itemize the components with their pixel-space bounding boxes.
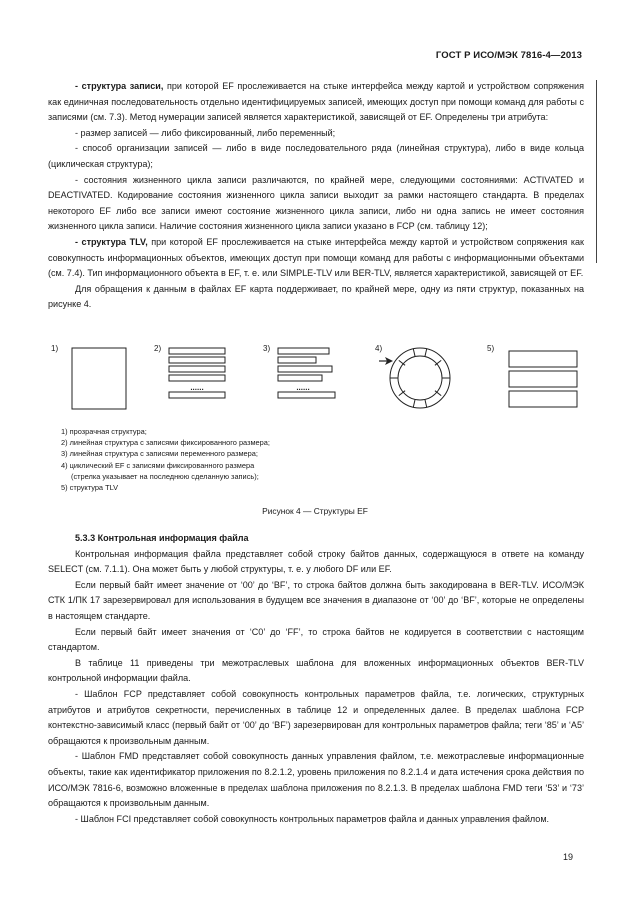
paragraph-record-structure (48, 79, 584, 126)
term-tlv-structure: - структура TLV, (75, 236, 148, 247)
transparent-structure-box (72, 348, 126, 409)
term-record-structure: - структура записи, (75, 81, 164, 91)
paragraph-record-size: - размер записей — либо фиксированный, либо переменный; (75, 127, 336, 138)
paragraph-tlv-structure (48, 235, 584, 282)
figure-4-ef-structures (48, 340, 593, 420)
cyclic-records-ring (390, 348, 450, 408)
legend-item: 2) линейная структура с записями фиксированного размера; (61, 438, 270, 448)
paragraph: Если первый байт имеет значение от ‘00’ до ‘BF’, то строка байтов должна быть закодирована в BER-TLV. ИСО/МЭК СТК 1/ПК 17 зарезервировал для использования в будущем все значения в диапазоне от ‘00’ до ‘BF’, которые не определены в настоящем стандарте. (48, 579, 584, 621)
margin-change-bar (596, 80, 597, 263)
paragraph: Если первый байт имеет значения от ‘C0’ до ‘FF’, то строка байтов не кодируется в соответствии с настоящим стандартом. (48, 626, 584, 653)
tlv-structure (509, 351, 577, 407)
paragraph: - Шаблон FCP представляет собой совокупность контрольных параметров файла, т.е. логических, структурных атрибутов и атрибутов секретности, перечисленных в таблице 12 и определенных далее. В пределах шаблона FCP контекстно-зависимый класс (первый байт от ‘00’ до ‘BF’) зарезервирован для контрольных параметров файла; теги ‘85’ и ‘A5’ обращаются к произвольным данным. (48, 688, 584, 746)
legend-item: 3) линейная структура с записями переменного размера; (61, 449, 258, 459)
paragraph-record-lifecycle: - состояния жизненного цикла записи различаются, по крайней мере, следующими состояниями: ACTIVATED и DEACTIVATED. Кодирование состояния жизненного цикла записи выходит за рамки настоящего стандарта. В пределах некоторого EF либо все записи имеют состояние жизненного цикла записи, либо ни одна запись не имеет состояния жизненного цикла записи. Наличие состояния жизненного цикла записи указано в FCP (см. таблицу 12); (48, 174, 584, 232)
legend-item: 1) прозрачная структура; (61, 427, 147, 436)
paragraph: - Шаблон FCI представляет собой совокупность контрольных параметров файла и данных управления файлом. (75, 813, 550, 824)
body-text-top (48, 79, 584, 313)
figure-label-2: 2) (154, 344, 162, 353)
variable-records-ellipsis: ...... (296, 383, 310, 392)
paragraph-figure-intro: Для обращения к данным в файлах EF карта поддерживает, по крайней мере, одну из пяти структур, показанных на рисунке 4. (48, 283, 584, 310)
figure-label-5: 5) (487, 344, 495, 353)
figure-drawing (48, 340, 593, 420)
legend-item: 4) циклический EF с записями фиксированного размера (61, 460, 255, 470)
paragraph: В таблице 11 приведены три межотраслевых шаблона для вложенных информационных объектов BER-TLV контрольной информации файла. (48, 657, 584, 684)
figure-caption: Рисунок 4 — Структуры EF (262, 506, 368, 516)
page-number: 19 (562, 852, 573, 862)
figure-label-3: 3) (263, 344, 271, 353)
figure-label-4: 4) (375, 344, 383, 353)
body-text-bottom (48, 531, 584, 827)
paragraph: Контрольная информация файла представляет собой строку байтов данных, содержащуюся в ответе на команду SELECT (см. 7.1.1). Она может быть у любой структуры, т. е. у любого DF или EF. (48, 548, 584, 575)
fixed-records-ellipsis: ...... (190, 383, 204, 392)
paragraph-record-organization: - способ организации записей — либо в виде последовательного ряда (линейная структура), либо в виде кольца (циклическая структура); (48, 143, 584, 169)
legend-item: (стрелка указывает на последнюю сделанную запись); (71, 471, 259, 481)
text: при которой EF прослеживается на стыке интерфейса между картой и устройством сопряжения как единичная последовательность отдельно идентифицируемых записей, имеющих доступ при помощи команд для работы с записями (см. 7.3). Метод нумерации записей является характеристикой, зависящей от EF. Определены три атрибута: (48, 81, 585, 123)
paragraph: - Шаблон FMD представляет собой совокупность данных управления файлом, т.е. межотраслевые информационные объекты, такие как идентификатор приложения по 8.2.1.2, уровень приложения по 8.2.1.4 и дата истечения срока действия по ИСО/МЭК 7816-6, возможно вложенные в пределах шаблона приложения по 8.2.1.3. В пределах шаблона FMD теги ‘53’ и ‘73’ обращаются к произвольным данным. (48, 751, 584, 809)
figure-label-1: 1) (51, 344, 59, 353)
figure-legend (61, 426, 270, 493)
section-title: 5.3.3 Контрольная информация файла (75, 533, 249, 543)
page-header: ГОСТ Р ИСО/МЭК 7816-4—2013 (435, 50, 582, 61)
text: при которой EF прослеживается на стыке интерфейса между картой и устройством сопряжения как совокупность информационных объектов, имеющих доступ при помощи команд для работы с информационными объектами (см. 7.4). Тип информационного объекта в EF, т. е. или SIMPLE-TLV или BER-TLV, является характеристикой, зависящей от EF. (48, 236, 584, 279)
legend-item: 5) структура TLV (61, 483, 119, 493)
